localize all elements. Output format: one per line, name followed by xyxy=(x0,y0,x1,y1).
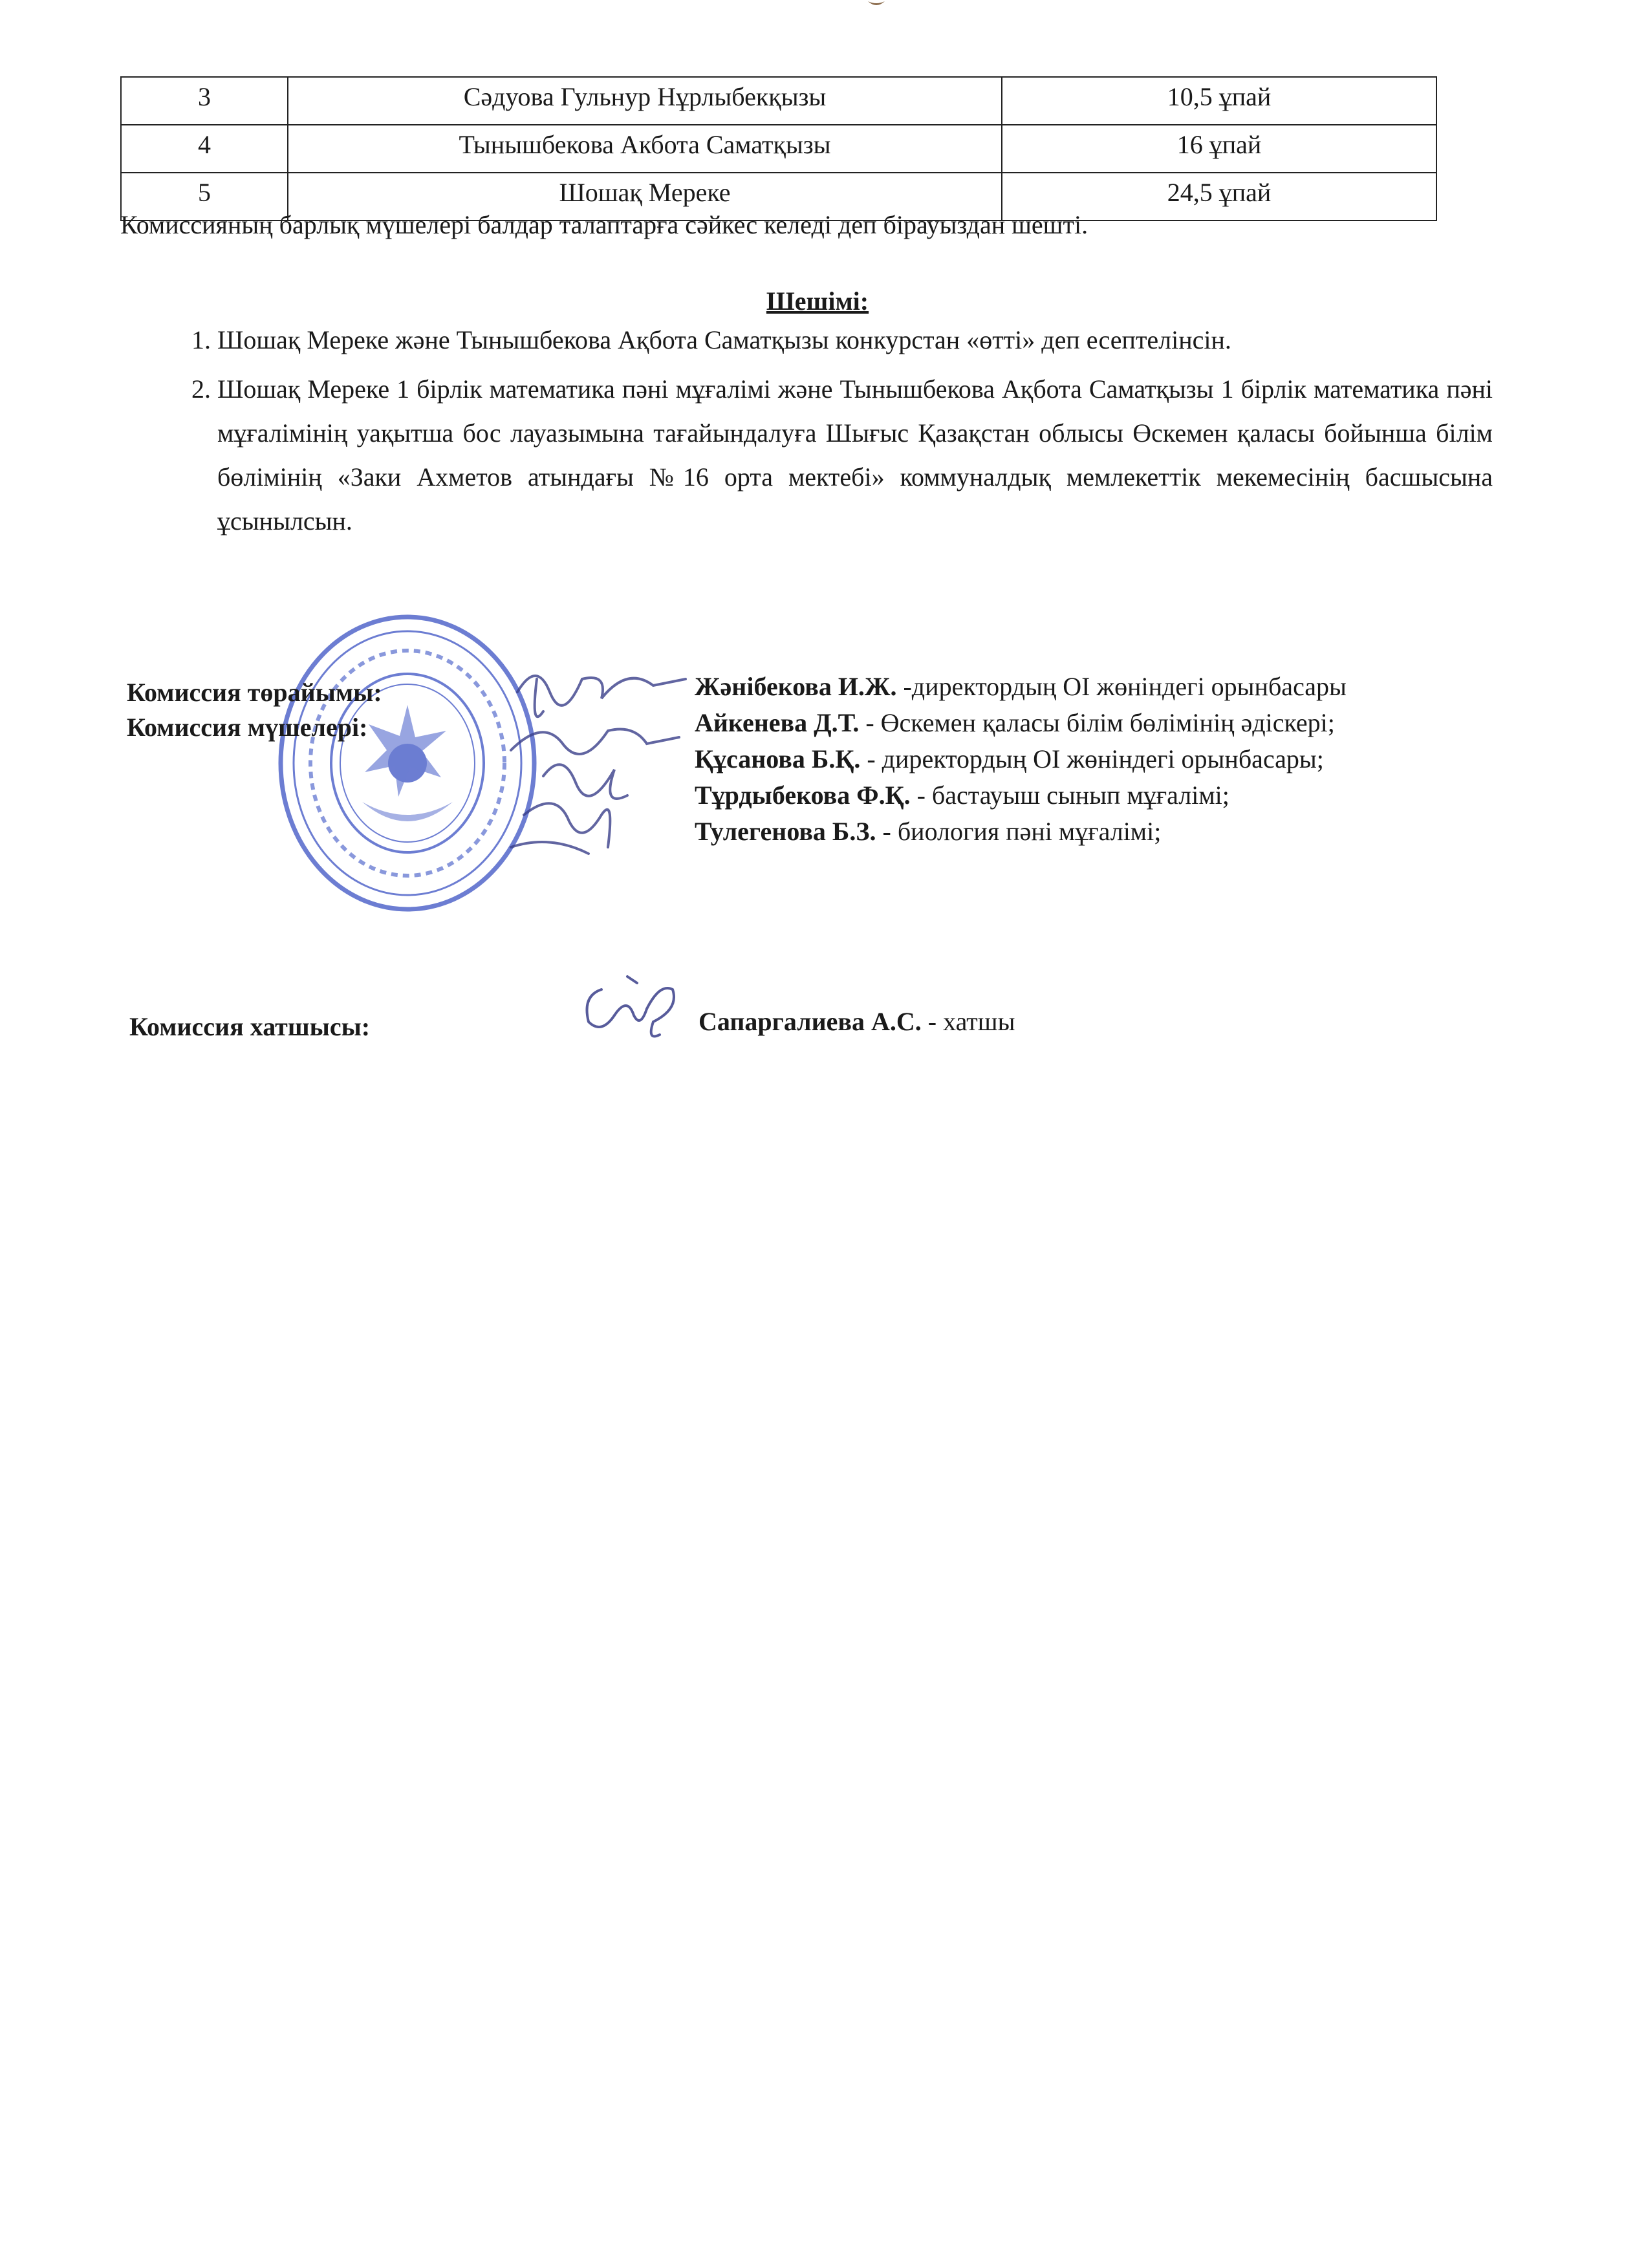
decision-list xyxy=(162,318,1493,548)
member-line xyxy=(695,705,1347,741)
row-number: 4 xyxy=(121,125,288,173)
secretary-label: Комиссия хатшысы: xyxy=(129,1012,371,1041)
member-line xyxy=(695,814,1347,850)
paper-speck xyxy=(867,0,886,9)
member-line xyxy=(695,777,1347,814)
commission-statement: Комиссияның барлық мүшелері балдар талаптарға сәйкес келеді деп бірауыздан шешті. xyxy=(120,210,1088,239)
signature-labels xyxy=(127,675,382,745)
row-number: 3 xyxy=(121,77,288,125)
member-role: - директордың ОІ жөніндегі орынбасары; xyxy=(860,744,1324,773)
candidate-name: Тынышбекова Акбота Саматқызы xyxy=(288,125,1002,173)
decision-heading: Шешімі: xyxy=(766,286,869,316)
candidate-score: 24,5 ұпай xyxy=(1002,173,1436,221)
member-line xyxy=(695,741,1347,777)
members-label: Комиссия мүшелері: xyxy=(127,713,368,742)
member-role: -директордың ОІ жөніндегі орынбасары xyxy=(896,672,1347,701)
secretary xyxy=(698,1006,1015,1037)
table-row xyxy=(121,77,1436,125)
member-name: Жәнібекова И.Ж. xyxy=(695,672,897,701)
candidate-score: 10,5 ұпай xyxy=(1002,77,1436,125)
member-role: - Өскемен қаласы білім бөлімінің әдіскері; xyxy=(859,708,1335,737)
candidate-name: Сәдуова Гульнур Нұрлыбекқызы xyxy=(288,77,1002,125)
secretary-name: Сапаргалиева А.С. xyxy=(698,1007,922,1036)
member-signatures xyxy=(498,653,692,873)
chair-label: Комиссия төрайымы: xyxy=(127,678,382,707)
member-role: - биология пәні мұғалімі; xyxy=(876,817,1162,846)
secretary-signature xyxy=(576,970,686,1048)
member-line xyxy=(695,669,1347,705)
candidate-name: Шошақ Мереке xyxy=(288,173,1002,221)
decision-item: 1. Шошақ Мереке және Тынышбекова Ақбота Саматқызы конкурстан «өтті» деп есептелінсін. xyxy=(217,318,1493,362)
member-name: Айкенева Д.Т. xyxy=(695,708,860,737)
member-name: Құсанова Б.Қ. xyxy=(695,744,861,773)
secretary-role: - хатшы xyxy=(921,1007,1015,1036)
candidate-score: 16 ұпай xyxy=(1002,125,1436,173)
member-role: - бастауыш сынып мұғалімі; xyxy=(910,781,1229,810)
row-number: 5 xyxy=(121,173,288,221)
results-table xyxy=(120,76,1437,221)
decision-item: 2. Шошақ Мереке 1 бірлік математика пәні мұғалімі және Тынышбекова Ақбота Саматқызы 1 бірлік математика пәні мұғалімінің уақытша бос лауазымына тағайындалуға Шығыс Қазақстан облысы Өскемен қаласы бойынша білім бөлімінің «Заки Ахметов атындағы №16 орта мектебі» коммуналдық мемлекеттік мекемесінің басшысына ұсынылсын. xyxy=(217,367,1493,543)
commission-members xyxy=(695,669,1347,850)
member-name: Тұрдыбекова Ф.Қ. xyxy=(695,781,911,810)
member-name: Тулегенова Б.З. xyxy=(695,817,876,846)
table-row xyxy=(121,125,1436,173)
